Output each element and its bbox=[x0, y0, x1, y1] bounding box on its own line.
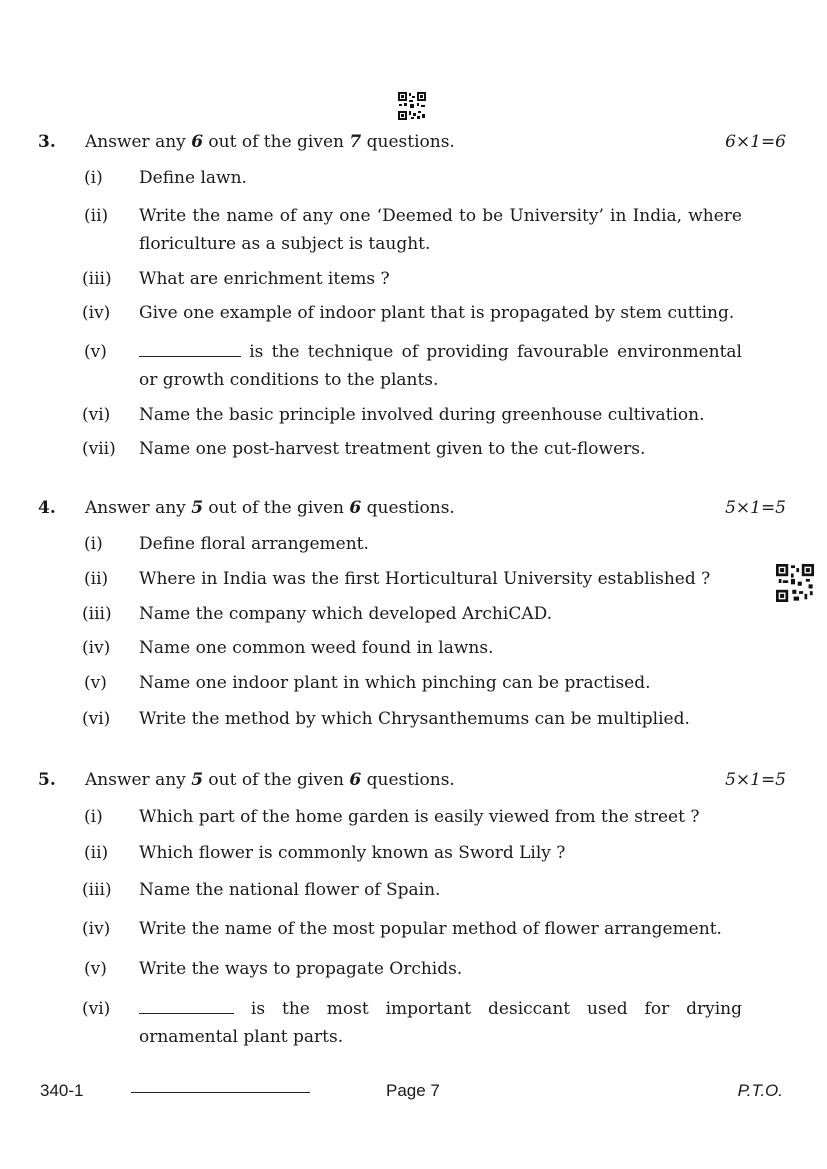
item-text: Which flower is commonly known as Sword Lily ? bbox=[139, 843, 566, 863]
item-text: Name one post-harvest treatment given to the cut-flowers. bbox=[139, 439, 646, 459]
marks-label: 6×1=6 bbox=[725, 132, 786, 152]
item-text: Where in India was the first Horticultural University established ? bbox=[139, 569, 711, 589]
item-roman: (vi) bbox=[82, 405, 111, 425]
pto-label: P.T.O. bbox=[737, 1081, 783, 1100]
item-roman: (iii) bbox=[82, 604, 112, 624]
page-number: Page 7 bbox=[386, 1081, 440, 1100]
fill-in-blank bbox=[139, 1013, 234, 1014]
question-heading: Answer any 6 out of the given 7 questions. bbox=[85, 132, 455, 152]
item-text: is the most important desiccant used for drying ornamental plant parts. bbox=[139, 999, 742, 1047]
item-roman: (v) bbox=[84, 342, 107, 362]
item-text: Name the national flower of Spain. bbox=[139, 880, 441, 900]
fill-in-blank bbox=[139, 356, 241, 357]
item-text: What are enrichment items ? bbox=[139, 269, 390, 289]
qr-code-icon bbox=[398, 92, 426, 120]
item-roman: (v) bbox=[84, 673, 107, 693]
item-roman: (iii) bbox=[82, 880, 112, 900]
item-roman: (v) bbox=[84, 959, 107, 979]
item-text: Give one example of indoor plant that is propagated by stem cutting. bbox=[139, 303, 735, 323]
question-number: 4. bbox=[38, 498, 56, 518]
item-roman: (i) bbox=[84, 534, 103, 554]
item-text: is the technique of providing favourable environmental or growth conditions to the plants. bbox=[139, 342, 742, 390]
item-roman: (i) bbox=[84, 168, 103, 188]
item-text: Write the ways to propagate Orchids. bbox=[139, 959, 463, 979]
item-roman: (iv) bbox=[82, 919, 111, 939]
item-roman: (vi) bbox=[82, 999, 111, 1019]
item-roman: (iv) bbox=[82, 303, 111, 323]
footer-divider bbox=[131, 1092, 310, 1093]
item-roman: (ii) bbox=[84, 206, 109, 226]
paper-code: 340-1 bbox=[40, 1081, 84, 1100]
item-text: Define lawn. bbox=[139, 168, 247, 188]
item-text: Write the name of any one ‘Deemed to be University’ in India, where floriculture as a subject is taught. bbox=[139, 206, 742, 254]
question-heading: Answer any 5 out of the given 6 questions. bbox=[85, 498, 455, 518]
item-text: Name one common weed found in lawns. bbox=[139, 638, 494, 658]
item-text: Write the method by which Chrysanthemums can be multiplied. bbox=[139, 709, 690, 729]
item-roman: (ii) bbox=[84, 843, 109, 863]
qr-code-icon bbox=[776, 564, 814, 602]
marks-label: 5×1=5 bbox=[725, 498, 786, 518]
item-text: Write the name of the most popular method of flower arrangement. bbox=[139, 919, 722, 939]
item-roman: (i) bbox=[84, 807, 103, 827]
item-roman: (ii) bbox=[84, 569, 109, 589]
item-roman: (vi) bbox=[82, 709, 111, 729]
marks-label: 5×1=5 bbox=[725, 770, 786, 790]
question-number: 3. bbox=[38, 132, 56, 152]
item-text: Name one indoor plant in which pinching can be practised. bbox=[139, 673, 651, 693]
item-text: Name the company which developed ArchiCAD. bbox=[139, 604, 553, 624]
item-roman: (iv) bbox=[82, 638, 111, 658]
question-number: 5. bbox=[38, 770, 56, 790]
item-text: Which part of the home garden is easily viewed from the street ? bbox=[139, 807, 700, 827]
item-text: Name the basic principle involved during greenhouse cultivation. bbox=[139, 405, 705, 425]
item-roman: (iii) bbox=[82, 269, 112, 289]
item-text: Define floral arrangement. bbox=[139, 534, 369, 554]
item-roman: (vii) bbox=[82, 439, 116, 459]
question-heading: Answer any 5 out of the given 6 questions. bbox=[85, 770, 455, 790]
